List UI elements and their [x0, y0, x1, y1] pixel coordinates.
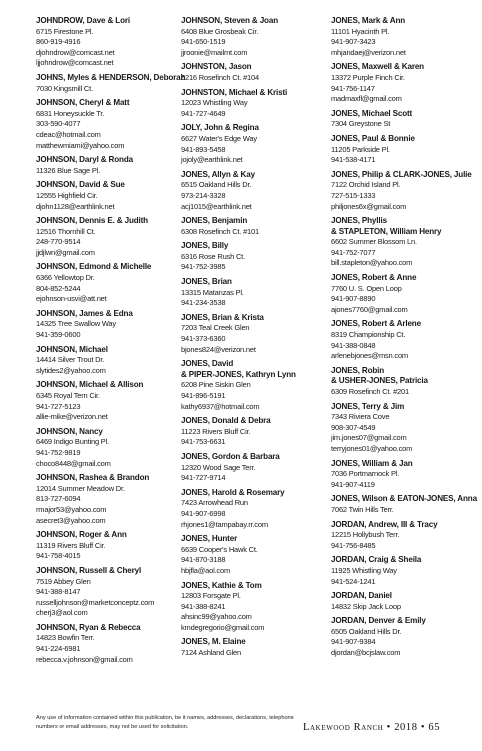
entry-address: 6639 Cooper's Hawk Ct. [181, 544, 258, 554]
directory-entry [181, 359, 321, 370]
entry-phone: 973-214-3328 [181, 190, 226, 200]
entry-name: JONES, David [181, 359, 234, 369]
entry-email: kathy6937@hotmail.com [181, 401, 260, 411]
entry-address: 14832 Skip Jack Loop [331, 601, 401, 611]
directory-entry [36, 72, 186, 94]
directory-entry [181, 170, 321, 212]
entry-address: 6216 Rosefinch Ct. #104 [181, 72, 259, 82]
directory-entry [181, 123, 321, 165]
entry-phone: 941-752-9819 [36, 447, 81, 457]
directory-entry [36, 380, 176, 422]
entry-address: 11326 Blue Sage Pl. [36, 165, 101, 175]
directory-entry [36, 180, 176, 212]
entry-address: 7760 U. S. Open Loop [331, 283, 402, 293]
directory-entry [36, 427, 176, 469]
entry-email: ljjohndrow@comcast.net [36, 58, 114, 68]
entry-address: 6505 Oakland Hills Dr. [331, 626, 402, 636]
directory-entry [331, 591, 471, 612]
entry-address: 14823 Bowfin Terr. [36, 633, 95, 643]
entry-address: 11223 Rivers Bluff Cir. [181, 426, 251, 436]
directory-entry [331, 273, 471, 315]
directory-entry [181, 313, 321, 355]
entry-address: 12023 Whistling Way [181, 98, 248, 108]
entry-address: 7036 Portmarnock Pl. [331, 469, 400, 479]
directory-entry [181, 216, 321, 237]
entry-address: 8319 Championship Ct. [331, 330, 406, 340]
entry-email: madmaxfl@gmail.com [331, 94, 402, 104]
entry-phone: 941-388-8241 [181, 601, 226, 611]
entry-address: 14414 Silver Trout Dr. [36, 355, 105, 365]
entry-address: 6308 Rosefinch Ct. #101 [181, 226, 259, 236]
entry-address: 11925 Whistling Way [331, 565, 397, 575]
directory-entry [331, 109, 471, 130]
entry-name: JOHNSON, David & Sue [36, 180, 125, 190]
entry-name: JONES, Maxwell & Karen [331, 62, 424, 72]
directory-entry [36, 566, 176, 619]
entry-phone: 941-753-6631 [181, 437, 226, 447]
entry-address: 12014 Summer Meadow Dr. [36, 483, 125, 493]
entry-name: JONES, Wilson & EATON-JONES, Anna [331, 494, 477, 504]
entry-phone: 941-388-8147 [36, 587, 81, 597]
directory-entry [331, 366, 471, 377]
entry-phone: 941-870-3188 [181, 555, 226, 565]
directory-entry [331, 494, 477, 515]
entry-address: 12803 Forsgate Pl. [181, 591, 241, 601]
entry-email: rmajor53@yahoo.com [36, 504, 107, 514]
directory-entry [181, 416, 321, 448]
entry-address: 6366 Yellowtop Dr. [36, 273, 95, 283]
entry-phone: 941-907-9384 [331, 637, 376, 647]
entry-name: JONES, Hunter [181, 534, 238, 544]
entry-name: JONES, Brian [181, 277, 232, 287]
directory-entry [181, 488, 321, 530]
publication-name: Lakewood Ranch [303, 722, 384, 733]
directory-entry [181, 16, 321, 58]
publication-year: 2018 [394, 722, 418, 733]
entry-name: JOHNSON, Michael & Allison [36, 380, 144, 390]
entry-name: & STAPLETON, William Henry [331, 226, 442, 236]
entry-address: 6309 Rosefinch Ct. #201 [331, 387, 409, 396]
entry-name: JORDAN, Denver & Emily [331, 616, 426, 626]
entry-address: 7124 Ashland Glen [181, 648, 241, 658]
entry-phone: 941-650-1519 [181, 37, 226, 47]
entry-phone: 941-388-0848 [331, 340, 376, 350]
directory-entry [331, 520, 471, 552]
directory-entry [36, 262, 176, 304]
entry-name: JOHNSON, Steven & Joan [181, 16, 278, 25]
entry-name: JONES, Philip & CLARK-JONES, Julie [331, 169, 472, 179]
directory-entry [331, 170, 471, 212]
entry-address: 7343 Riviera Cove [331, 412, 390, 422]
entry-name: JOHNSON, Russell & Cheryl [36, 565, 142, 575]
entry-phone: 941-727-9714 [181, 473, 226, 483]
entry-address: 12516 Thornhill Ct. [36, 226, 96, 236]
entry-name: JOHNSON, Daryl & Ronda [36, 155, 133, 165]
entry-phone: 941-907-4119 [331, 479, 375, 489]
entry-email: acj1015@earthlink.net [181, 201, 252, 211]
disclaimer-text: Any use of information contained within this publication, be it names, addresses, declarations, telephone numbers or email addresses, may not be used for solicitation. [36, 715, 294, 730]
directory-column-2 [181, 16, 321, 663]
entry-email: slytides2@yahoo.com [36, 365, 106, 375]
entry-address: 14325 Tree Swallow Way [36, 319, 116, 329]
entry-address: 12215 Hollybush Terr. [331, 530, 400, 540]
directory-entry [331, 16, 471, 58]
entry-name: JONES, Terry & Jim [331, 401, 405, 411]
footer-bullet: • [386, 722, 391, 733]
entry-phone: 941-907-6998 [181, 508, 226, 518]
entry-name: JONES, Robert & Anne [331, 273, 417, 283]
entry-address: 7062 Twin Hills Terr. [331, 504, 394, 514]
entry-email: jim.jones07@gmail.com [331, 433, 407, 443]
entry-address: 7030 Kingsmill Ct. [36, 83, 93, 93]
entry-name: JOHNSON, Nancy [36, 426, 103, 436]
entry-name: JOHNSON, Dennis E. & Judith [36, 216, 148, 226]
directory-column-1 [36, 16, 186, 669]
entry-email: ajones7760@gmail.com [331, 304, 408, 314]
entry-phone: 941-373-6360 [181, 334, 226, 344]
directory-entry [181, 370, 321, 412]
directory-entry [36, 473, 176, 526]
entry-phone: 941-758-4015 [36, 551, 81, 561]
directory-entry [181, 534, 321, 576]
directory-entry [331, 134, 471, 166]
entry-email: djordan@bcjslaw.com [331, 648, 401, 658]
entry-phone: 941-756-8485 [331, 540, 376, 550]
directory-entry [331, 227, 471, 269]
entry-address: 6715 Firestone Pl. [36, 26, 94, 36]
entry-phone: 804-852-5244 [36, 283, 81, 293]
directory-entry [331, 402, 471, 455]
directory-column-3 [331, 16, 477, 663]
entry-name: & PIPER-JONES, Kathryn Lynn [181, 369, 296, 379]
entry-email: bill.stapleton@yahoo.com [331, 258, 413, 268]
entry-name: JONES, Mark & Ann [331, 16, 406, 25]
directory-entry [36, 98, 176, 151]
entry-email: asecret3@yahoo.com [36, 515, 106, 525]
entry-address: 6602 Summer Blossom Ln. [331, 237, 417, 247]
page-footer [303, 722, 440, 733]
entry-email: terryjones01@yahoo.com [331, 443, 413, 453]
entry-name: JONES, Phyllis [331, 216, 387, 226]
entry-address: 7203 Teal Creek Glen [181, 323, 250, 333]
entry-phone: 860-919-4916 [36, 37, 81, 47]
entry-email: kmdegregorio@gmail.com [181, 622, 265, 632]
entry-name: JOHNSON, Ryan & Rebecca [36, 622, 141, 632]
entry-address: 6469 Indigo Bunting Pl. [36, 437, 109, 447]
entry-name: JOHNSON, Edmond & Michelle [36, 262, 152, 272]
directory-entry [331, 62, 471, 104]
directory-entry [331, 459, 471, 491]
footer-bullet: • [420, 722, 426, 733]
entry-phone: 303-590-4077 [36, 119, 81, 129]
entry-email: djohn1128@earthlink.net [36, 201, 115, 211]
entry-address: 11101 Hyacinth Pl. [331, 26, 390, 36]
entry-email: choco8448@gmail.com [36, 458, 111, 468]
entry-email: cherj3@aol.com [36, 608, 88, 618]
entry-email: ahsinc99@yahoo.com [181, 612, 252, 622]
entry-address: 13372 Purple Finch Cir. [331, 72, 405, 82]
entry-phone: 941-524-1241 [331, 576, 376, 586]
entry-name: JOHNSON, Roger & Ann [36, 530, 127, 540]
entry-phone: 727-515-1333 [331, 190, 376, 200]
entry-name: JONES, Gordon & Barbara [181, 451, 280, 461]
entry-name: JOHNSTON, Michael & Kristi [181, 87, 288, 97]
entry-name: JOHNSTON, Jason [181, 62, 252, 72]
entry-name: JOHNDROW, Dave & Lori [36, 16, 130, 25]
entry-phone: 941-907-8890 [331, 294, 376, 304]
entry-name: JONES, Michael Scott [331, 108, 413, 118]
entry-name: JONES, Billy [181, 241, 229, 251]
entry-phone: 941-896-5191 [181, 391, 226, 400]
entry-address: 7423 Arrowhead Run [181, 498, 248, 508]
entry-name: JONES, M. Elaine [181, 637, 246, 647]
entry-address: 12555 Highfield Cir. [36, 190, 98, 200]
entry-address: 11205 Parkside Pl. [331, 144, 390, 154]
entry-name: JONES, Brian & Krista [181, 312, 264, 322]
entry-name: JORDAN, Craig & Sheila [331, 555, 422, 565]
entry-phone: 248-770-9514 [36, 237, 81, 247]
entry-address: 6408 Blue Grosbeak Cir. [181, 26, 259, 36]
directory-columns [36, 16, 477, 696]
entry-email: djohndrow@comcast.net [36, 47, 115, 57]
entry-name: JONES, Harold & Rosemary [181, 487, 285, 497]
directory-entry [181, 277, 321, 309]
entry-name: JOHNSON, Rashea & Brandon [36, 473, 150, 483]
entry-address: 6316 Rose Rush Ct. [181, 251, 245, 261]
entry-address: 12320 Wood Sage Terr. [181, 462, 256, 472]
entry-email: allie-mike@verizon.net [36, 412, 108, 422]
entry-name: JONES, Allyn & Kay [181, 169, 255, 179]
entry-phone: 941-752-7077 [331, 247, 376, 257]
entry-email: philjones6x@gmail.com [331, 201, 407, 211]
entry-email: mhjandaej@verizon.net [331, 47, 406, 57]
entry-phone: 941-756-1147 [331, 83, 375, 93]
directory-entry [36, 530, 176, 562]
entry-phone: 941-752-3985 [181, 262, 226, 272]
entry-email: jjroonie@mailmt.com [181, 47, 248, 57]
entry-name: JOHNSON, Michael [36, 344, 108, 354]
entry-address: 13315 Matanzas Pl. [181, 287, 244, 297]
entry-name: JONES, Robin [331, 365, 385, 375]
entry-phone: 813-727-6094 [36, 494, 81, 504]
directory-entry [36, 309, 176, 341]
entry-name: JONES, Kathie & Tom [181, 580, 262, 590]
directory-entry [331, 376, 471, 397]
entry-name: & USHER-JONES, Patricia [331, 376, 428, 386]
directory-entry [36, 216, 176, 258]
entry-name: JONES, Donald & Debra [181, 416, 271, 426]
page-number: 65 [428, 722, 441, 733]
entry-name: JOHNS, Myles & HENDERSON, Deborah [36, 72, 186, 82]
entry-address: 11319 Rivers Bluff Cir. [36, 540, 106, 550]
directory-entry [36, 16, 176, 69]
entry-phone: 908-307-4549 [331, 422, 376, 432]
entry-address: 6208 Pine Siskin Glen [181, 380, 251, 390]
directory-entry [331, 319, 471, 361]
directory-entry [331, 555, 471, 587]
directory-entry [36, 155, 176, 176]
entry-name: JONES, William & Jan [331, 458, 413, 468]
entry-email: matthewmiami@yahoo.com [36, 140, 125, 150]
directory-entry [181, 637, 321, 658]
entry-address: 6515 Oakland Hills Dr. [181, 180, 252, 190]
entry-name: JOHNSON, James & Edna [36, 308, 133, 318]
entry-phone: 941-727-4649 [181, 108, 226, 118]
entry-address: 6831 Honeysuckle Tr. [36, 108, 105, 118]
directory-entry [331, 216, 471, 227]
directory-entry [331, 616, 471, 658]
entry-name: JOLY, John & Regina [181, 123, 259, 133]
entry-phone: 941-234-3538 [181, 298, 226, 308]
directory-entry [36, 345, 176, 377]
entry-email: russelljohnson@marketconceptz.com [36, 597, 155, 607]
entry-phone: 941-359-0600 [36, 330, 81, 340]
entry-address: 7519 Abbey Glen [36, 576, 91, 586]
directory-entry [36, 623, 176, 665]
directory-entry [181, 241, 321, 273]
entry-name: JONES, Paul & Bonnie [331, 133, 415, 143]
entry-phone: 941-893-5458 [181, 144, 226, 154]
entry-address: 7304 Greystone St [331, 119, 391, 129]
directory-entry [181, 62, 321, 83]
entry-email: arlenebjones@msn.com [331, 351, 408, 361]
entry-email: hbjfla@aol.com [181, 565, 231, 575]
directory-entry [181, 452, 321, 484]
entry-email: jojoly@earthlink.net [181, 155, 243, 165]
entry-name: JONES, Robert & Arlene [331, 319, 421, 329]
entry-phone: 941-538-4171 [331, 155, 376, 165]
entry-email: rhjones1@tampabay.rr.com [181, 519, 268, 529]
entry-name: JONES, Benjamin [181, 216, 248, 226]
entry-email: rebecca.v.johnson@gmail.com [36, 654, 133, 664]
entry-address: 6627 Water's Edge Way [181, 133, 257, 143]
entry-email: bjones824@verizon.net [181, 344, 256, 354]
directory-entry [181, 581, 321, 634]
entry-address: 6345 Royal Tern Cir. [36, 391, 100, 400]
entry-phone: 941-224-6981 [36, 644, 81, 654]
entry-email: ejohnson-usvi@att.net [36, 294, 107, 304]
entry-address: 7122 Orchid Island Pl. [331, 180, 401, 190]
directory-entry [181, 88, 321, 120]
entry-phone: 941-727-5123 [36, 401, 81, 411]
entry-phone: 941-907-3423 [331, 37, 376, 47]
entry-name: JORDAN, Daniel [331, 591, 392, 601]
entry-name: JOHNSON, Cheryl & Matt [36, 98, 130, 108]
entry-email: cdeac@hotmail.com [36, 129, 101, 139]
entry-name: JORDAN, Andrew, III & Tracy [331, 519, 438, 529]
entry-email: jjdjlwn@gmail.com [36, 247, 95, 257]
